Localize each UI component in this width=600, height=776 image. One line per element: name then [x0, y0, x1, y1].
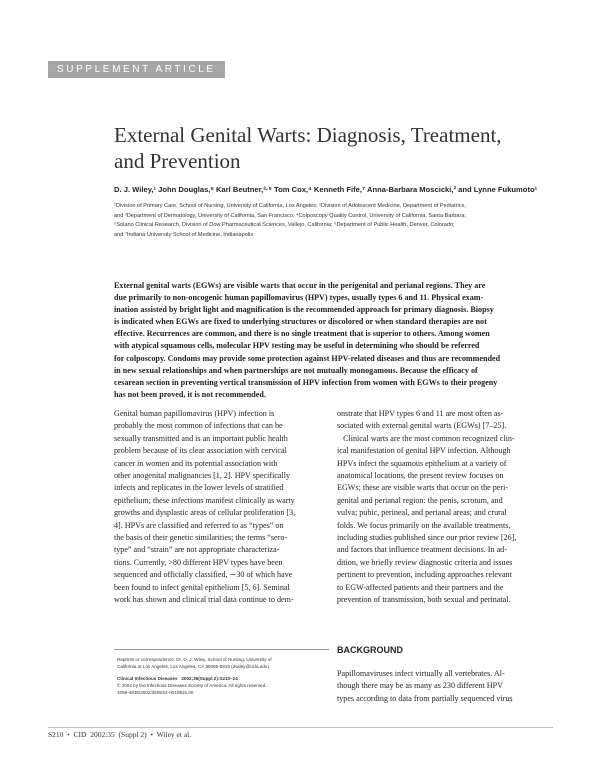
body-line: though there may be as many as 230 different HPV: [337, 681, 503, 691]
body-column-right: [337, 408, 551, 607]
body-line: epithelium; these infections manifest clinically as warty: [114, 495, 295, 505]
body-line: prevention of transmission, both sexual and perinatal.: [337, 595, 511, 605]
body-line: been found to infect genital epithelium [5, 6]. Seminal: [114, 582, 290, 592]
body-line: Clinical warts are the most common recognized clin-: [337, 433, 515, 443]
abstract: [114, 280, 544, 401]
body-line: vulva; pubic, perineal, and perianal areas; and crural: [337, 508, 507, 518]
body-line: probably the most common of infections that can be: [114, 421, 283, 431]
footnote-divider: [114, 649, 329, 650]
footer-divider: [48, 727, 553, 728]
abstract-line: for colposcopy. Condoms may provide some protection against HPV-related diseases and thus are recommended: [114, 353, 501, 363]
abstract-line: with atypical squamous cells, molecular HPV testing may be useful in determining who should be referred: [114, 341, 480, 351]
body-line: cancer in women and its potential association with: [114, 458, 278, 468]
body-line: sexually transmitted and is an important public health: [114, 433, 288, 443]
abstract-line: effective. Recurrences are common, and there is no single treatment that is superior to others. Among women: [114, 329, 490, 339]
affiliation-line: and ³Department of Dermatology, University of California, San Francisco; ⁴Colposcopy Quality Control, University of California, Santa Barbara;: [114, 212, 467, 219]
section-heading-background: BACKGROUND: [337, 645, 403, 655]
footnote-line: Reprints or correspondence: Dr. D. J. Wiley, School of Nursing, University of: [117, 657, 272, 662]
body-line: types according to data from partially sequenced virus: [337, 693, 513, 703]
body-line: infects and replicates in the lower levels of stratified: [114, 483, 284, 493]
abstract-line: ination assisted by bright light and magnification is the recommended approach for primary diagnosis. Biopsy: [114, 305, 494, 315]
footnote-journal: Clinical Infectious Diseases 2002;35(Suppl 2):S210–24: [117, 676, 238, 681]
body-line: dition, we briefly review diagnostic criteria and issues: [337, 557, 513, 567]
affiliation-line: and ⁷Indiana University School of Medicine, Indianapolis: [114, 231, 254, 238]
affiliation-line: ¹Division of Primary Care, School of Nursing, University of California, Los Angeles; ²Division of Adolescent Medicine, Department of Pediatrics,: [114, 203, 466, 209]
footnote-copyright: © 2002 by the Infectious Diseases Society of America. All rights reserved.: [117, 683, 267, 688]
body-line: 4]. HPVs are classified and referred to as “types” on: [114, 520, 284, 530]
body-line: work has shown and clinical trial data continue to dem-: [114, 595, 294, 605]
body-line: HPVs infect the squamous epithelium at a variety of: [337, 458, 507, 468]
body-line: EGWs; these are visible warts that occur on the peri-: [337, 483, 509, 493]
body-line: problem because of its clear association with cervical: [114, 446, 287, 456]
abstract-line: cesarean section in preventing vertical transmission of HPV infection from women with EGWs to their progeny: [114, 377, 498, 387]
footnote-issn: 1058-4838/2002/3505S2-0010$15.00: [117, 690, 194, 695]
body-line: growths and dysplastic areas of cellular proliferation [3,: [114, 508, 296, 518]
affiliations: [114, 202, 554, 240]
title-line: and Prevention: [114, 149, 241, 173]
body-line: sociated with external genital warts (EGWs) [7–25].: [337, 421, 507, 431]
body-line: ical manifestation of genital HPV infection. Although: [337, 446, 511, 456]
body-line: pertinent to prevention, including approaches relevant: [337, 570, 512, 580]
abstract-line: External genital warts (EGWs) are visible warts that occur in the perigenital and perianal regions. They are: [114, 281, 486, 290]
abstract-line: has not been proved, it is not recommended.: [114, 389, 266, 399]
body-line: including studies published since our prior review [26],: [337, 533, 517, 543]
abstract-line: is indicated when EGWs are fixed to underlying structures or discolored or when standard therapies are not: [114, 317, 487, 327]
body-line: type” and “strain” are not appropriate characteriza-: [114, 545, 280, 555]
running-footer: S210 • CID 2002:35 (Suppl 2) • Wiley et al.: [48, 730, 192, 739]
author-list: D. J. Wiley,¹ John Douglas,⁶ Karl Beutner,³·⁵ Tom Cox,⁴ Kenneth Fife,⁷ Anna-Barbara Moscicki,² and Lynne Fukumoto¹: [114, 185, 538, 194]
article-title: [114, 122, 544, 174]
body-line: and factors that influence treatment decisions. In ad-: [337, 545, 507, 555]
supplement-article-banner: SUPPLEMENT ARTICLE: [48, 61, 225, 78]
body-line: Genital human papillomavirus (HPV) infection is: [114, 409, 275, 418]
body-line: folds. We focus primarily on the available treatments,: [337, 520, 511, 530]
footnote: [117, 656, 329, 696]
footnote-line: California at Los Angeles, Los Angeles, CA 90095-6919 (dwiley@ucla.edu).: [117, 664, 271, 669]
body-line: onstrate that HPV types 6 and 11 are most often as-: [337, 409, 504, 418]
body-line: genital and perianal region: the penis, scrotum, and: [337, 495, 503, 505]
abstract-line: in new sexual relationships and when partnerships are not mutually monogamous. Because the efficacy of: [114, 365, 478, 375]
background-paragraph: [337, 668, 551, 705]
affiliation-line: ⁵Solano Clinical Research, Division of Dow Pharmaceutical Sciences, Vallejo, California; ⁶Department of Public Health, Denver, Colorado;: [114, 222, 455, 229]
body-line: tions. Currently, >80 different HPV types have been: [114, 557, 283, 567]
body-line: the basis of their genetic similarities; the terms “sero-: [114, 533, 288, 543]
body-line: anatomical locations, the present review focuses on: [337, 471, 504, 481]
body-column-left: [114, 408, 328, 607]
abstract-line: due primarily to non-oncogenic human papillomavirus (HPV) types, usually types 6 and 11. Physical exam-: [114, 293, 484, 303]
body-line: to EGW-affected patients and their partners and the: [337, 582, 504, 592]
body-line: sequenced and officially classified, ∼30 of which have: [114, 570, 293, 580]
title-line: External Genital Warts: Diagnosis, Treatment,: [114, 123, 502, 147]
body-line: other anogenital malignancies [1, 2]. HPV specifically: [114, 471, 291, 481]
body-line: Papillomaviruses infect virtually all vertebrates. Al-: [337, 669, 505, 678]
